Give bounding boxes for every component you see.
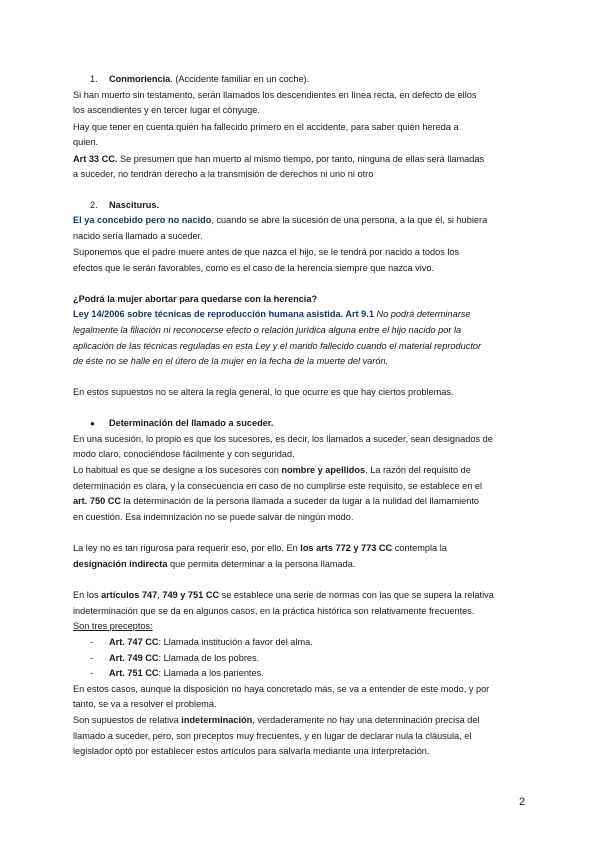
paragraph-line: designación indirecta que permita determinar a la persona llamada.: [73, 559, 356, 569]
paragraph-line: Si han muerto sin testamento, serán llamados los descendientes en línea recta, en defecto de ellos: [73, 90, 477, 100]
paragraph-line: modo claro, conociéndose fácilmente y con seguridad.: [73, 449, 295, 459]
paragraph-line: Art 33 CC. Se presumen que han muerto al mismo tiempo, por tanto, ninguna de ellas será llamadas: [73, 154, 485, 164]
list-item: Art. 751 CC: Llamada a los parientes.: [109, 668, 264, 678]
paragraph-line: tanto, se va a resolver el problema.: [73, 699, 217, 709]
paragraph-line: La ley no es tan rigurosa para requerir eso, por ello. En los arts 772 y 773 CC contempla la: [73, 543, 447, 553]
page-number: 2: [519, 796, 526, 808]
paragraph-line: legislador optó por establecer estos artículos para salvarla mediante una interpretación.: [73, 746, 430, 756]
section-heading-nasciturus: Nasciturus.: [109, 200, 160, 210]
quote-line: legalmente la filiación ni reconocerse efecto o relación jurídica alguna entre el hijo nacido por la: [73, 325, 462, 335]
quote-line: de éste no se halle en el útero de la mujer en la fecha de la muerte del varón.: [73, 356, 389, 366]
article-ref: Art 33 CC.: [73, 154, 118, 164]
paragraph-line: quien.: [73, 137, 99, 147]
paragraph-line: indeterminación que se da en algunos casos, en la práctica histórica son relativamente frecuentes.: [73, 606, 475, 616]
section-heading-conmoriencia: Conmoriencia. (Accidente familiar en un coche).: [109, 74, 310, 84]
law-reference: Ley 14/2006 sobre técnicas de reproducción humana asistida. Art 9.1: [73, 309, 374, 319]
list-item: Art. 747 CC: Llamada institución a favor del alma.: [109, 637, 313, 647]
list-dash: -: [90, 668, 94, 678]
paragraph-line: En los artículos 747, 749 y 751 CC se establece una serie de normas con las que se supera la relativa: [73, 590, 494, 600]
list-number-2: 2.: [90, 200, 98, 210]
list-dash: -: [90, 653, 94, 663]
paragraph-line: Suponemos que el padre muere antes de que nazca el hijo, se le tendrá por nacido a todos los: [73, 247, 460, 257]
paragraph-line: llamado a suceder, pero, son preceptos muy frecuentes, y en lugar de declarar nula la cláusula, el: [73, 731, 472, 741]
paragraph-line: En estos supuestos no se altera la regla general, lo que ocurre es que hay ciertos problemas.: [73, 387, 454, 397]
paragraph-line: art. 750 CC la determinación de la persona llamada a suceder da lugar a la nulidad del llamamiento: [73, 496, 480, 506]
bullet-icon: ●: [90, 419, 95, 428]
list-item: Art. 749 CC: Llamada de los pobres.: [109, 653, 260, 663]
list-dash: -: [90, 637, 94, 647]
paragraph-line: En estos casos, aunque la disposición no haya concretado más, se va a entender de este modo, y por: [73, 684, 490, 694]
paragraph-line: Ley 14/2006 sobre técnicas de reproducción humana asistida. Art 9.1 No podrá determinarse: [73, 309, 471, 319]
paragraph-line: Lo habitual es que se designe a los sucesores con nombre y apellidos. La razón del requisito de: [73, 465, 471, 475]
paragraph-line: determinación es clara, y la consecuencia en caso de no cumplirse este requisito, se establece en el: [73, 481, 483, 491]
question-heading: ¿Podrá la mujer abortar para quedarse con la herencia?: [73, 294, 318, 304]
paragraph-line: El ya concebido pero no nacido, cuando se abre la sucesión de una persona, a la que él, si hubiera: [73, 215, 488, 225]
paragraph-line: En una sucesión, lo propio es que los sucesores, es decir, los llamados a suceder, sean designados de: [73, 434, 493, 444]
paragraph-line: Hay que tener en cuenta quién ha fallecido primero en el accidente, para saber quién hereda a: [73, 122, 459, 132]
paragraph-line: los ascendientes y en tercer lugar el cónyuge.: [73, 105, 260, 115]
section-heading-determinacion: Determinación del llamado a suceder.: [109, 418, 274, 428]
quote-line: aplicación de las técnicas reguladas en esta Ley y el marido fallecido cuando el material reproductor: [73, 341, 482, 351]
paragraph-line: a suceder, no tendrán derecho a la transmisión de derechos ni uno ni otro: [73, 169, 374, 179]
list-intro: Son tres preceptos:: [73, 621, 153, 631]
list-number-1: 1.: [90, 74, 98, 84]
paragraph-line: efectos que le serán favorables, como es el caso de la herencia siempre que nazca vivo.: [73, 263, 435, 273]
paragraph-line: nacido sería llamado a suceder.: [73, 231, 203, 241]
paragraph-line: Son supuestos de relativa indeterminación, verdaderamente no hay una determinación precisa del: [73, 715, 480, 725]
paragraph-line: en cuestión. Esa indemnización no se puede salvar de ningún modo.: [73, 512, 354, 522]
